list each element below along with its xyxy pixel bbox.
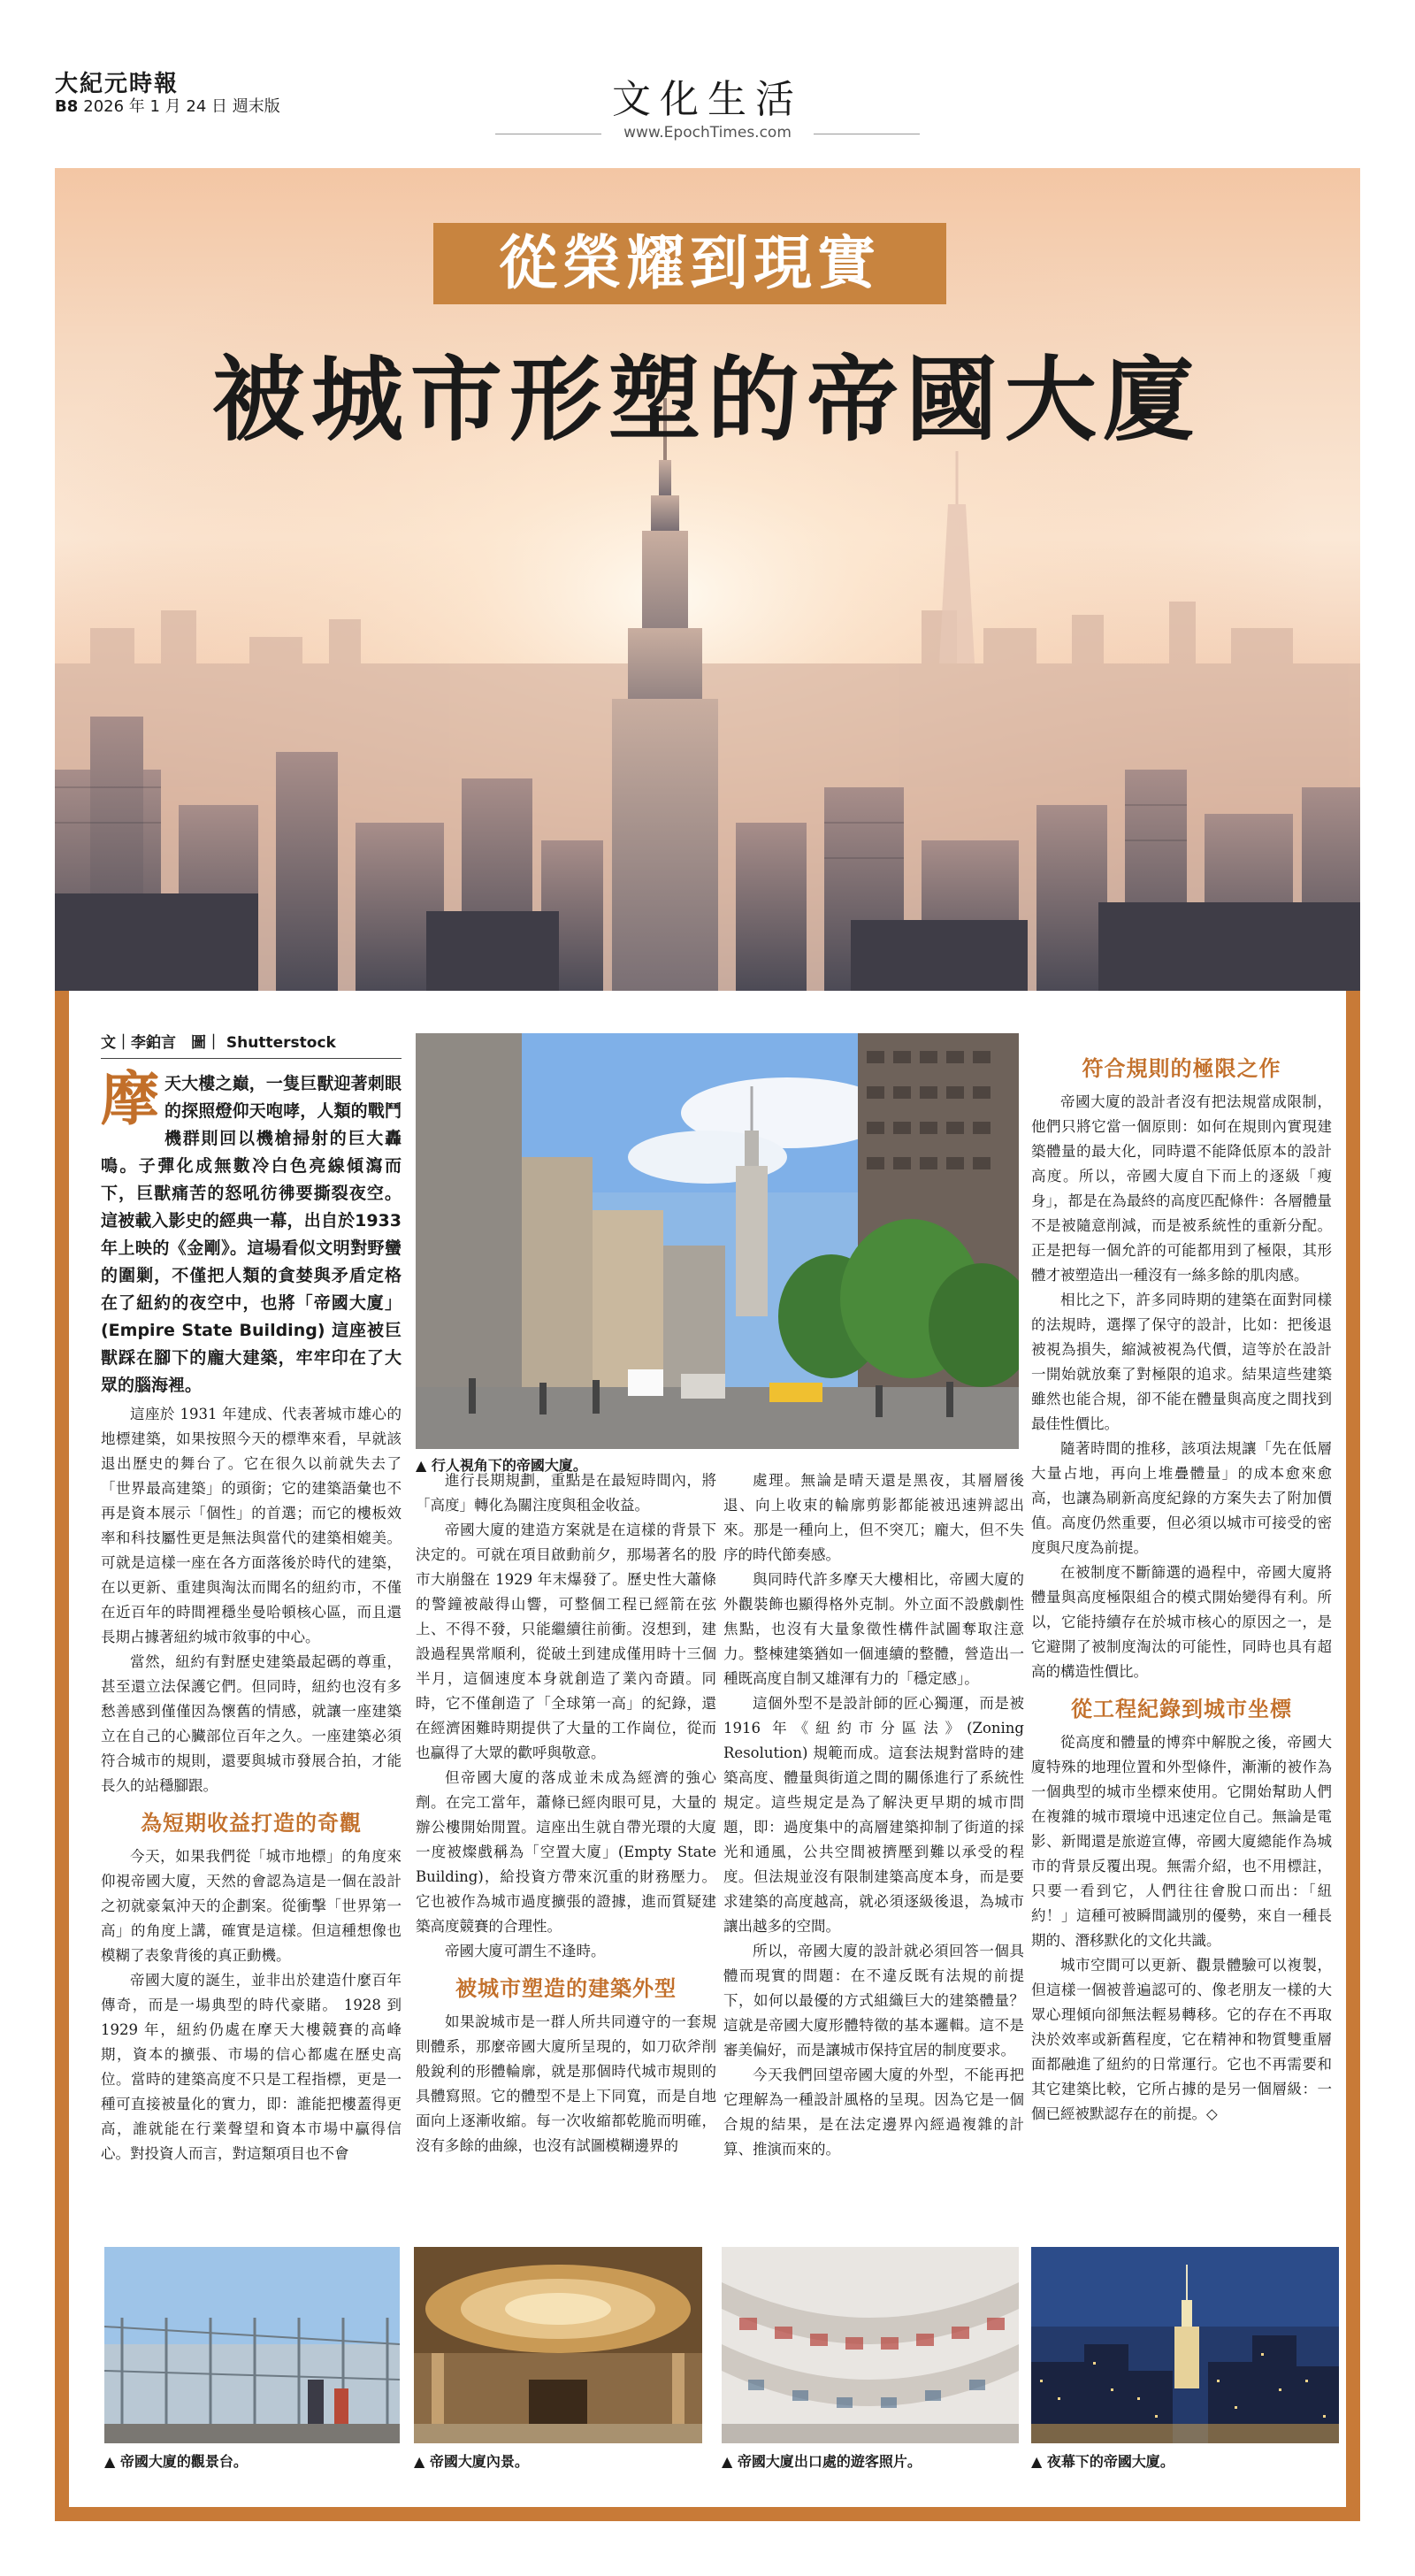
paragraph: 帝國大廈可謂生不逢時。 [445,1943,606,1959]
byline-rule [101,1058,402,1059]
subheading: 從工程紀錄到城市坐標 [1071,1697,1292,1721]
paragraph: 在被制度不斷篩選的過程中，帝國大廈將體量與高度極限組合的模式開始變得有利。所以，它能持續存在於城市核心的原因之一，是它避開了被制度淘汰的可能性，同時也具有超高的構造性價比。 [1031,1564,1332,1680]
subheading: 被城市塑造的建築外型 [455,1976,677,2001]
subheading: 符合規則的極限之作 [1082,1056,1281,1081]
lobby-photo [414,2247,702,2443]
page-number: B8 [55,97,79,116]
paragraph: 帝國大廈的建造方案就是在這樣的背景下決定的。可就在項目啟動前夕，那場著名的股市大崩盤在 1929 年末爆發了。歷史性大蕭條的警鐘被敲得山響，可整個工程已經箭在弦上、不得不發，只能繼續往前衝。沒想到，建設過程異常順利，從破土到建成僅用時十三個半月，這個速度本身就創造了業內奇蹟。同時，它不僅創造了「全球第一高」的紀錄，還在經濟困難時期提供了大量的工作崗位，從而也贏得了大眾的歡呼與敬意。 [416,1522,716,1761]
subheading: 為短期收益打造的奇觀 [141,1811,362,1836]
paragraph: 城市空間可以更新、觀景體驗可以複製，但這樣一個被普遍認可的、像老朋友一樣的大眾心理傾向卻無法輕易轉移。它的存在不再取決於效率或新舊程度，它在精神和物質雙重層面都融進了紐約的日常運行。它也不再需要和其它建築比較，它所占據的是另一個層級：一個已經被默認存在的前提。◇ [1031,1957,1332,2122]
night-view-caption: ▲ 夜幕下的帝國大廈。 [1031,2453,1174,2470]
lobby-caption: ▲ 帝國大廈內景。 [414,2453,529,2470]
paragraph: 今天我們回望帝國大廈的外型，不能再把它理解為一種設計風格的呈現。因為它是一個合規的結果，是在法定邊界內經過複雜的計算、推演而來的。 [723,2066,1024,2158]
lead-paragraph [101,1065,402,1399]
drop-cap: 摩 [101,1065,159,1133]
night-view-photo [1031,2247,1339,2443]
paragraph: 當然，紐約有對歷史建築最起碼的尊重，甚至還立法保護它們。但同時，紐約也沒有多愁善感到僅僅因為懷舊的情感，就讓一座建築立在自己的心臟部位百年之久。一座建築必須符合城市的規則，還要與城市發展合拍，才能長久的站穩腳跟。 [101,1653,402,1794]
kicker-banner: 從榮耀到現實 [433,223,946,304]
byline: 文｜李鉑言 圖｜ Shutterstock [101,1034,336,1052]
paragraph: 這個外型不是設計師的匠心獨運，而是被 1916 年《紐約市分區法》(Zoning Resolution) 規範而成。這套法規對當時的建築高度、體量與街道之間的關係進行了系統性規定。這些規定是為了解決更早期的城市問題，即：過度集中的高層建築抑制了街道的採光和通風，公共空間被擠壓到難以承受的程度。但法規並沒有限制建築高度本身，而是要求建築的高度越高，就必須逐級後退，為城市讓出越多的空間。 [723,1695,1024,1935]
column-3 [723,1468,1024,2162]
paragraph: 處理。無論是晴天還是黑夜，其層層後退、向上收束的輪廓剪影都能被迅速辨認出來。那是一種向上，但不突兀；龐大，但不失序的時代節奏感。 [723,1472,1024,1563]
column-2 [416,1468,716,2158]
observation-deck-caption: ▲ 帝國大廈的觀景台。 [104,2453,248,2470]
paragraph: 今天，如果我們從「城市地標」的角度來仰視帝國大廈，天然的會認為這是一個在設計之初就豪氣沖天的企劃案。從衝擊「世界第一高」的角度上講，確實是這樣。但這種想像也模糊了表象背後的真正動機。 [101,1848,402,1964]
issue-date: 2026 年 1 月 24 日 週末版 [83,97,280,116]
lead-text: 天大樓之巔，一隻巨獸迎著刺眼的探照燈仰天咆哮，人類的戰鬥機群則回以機槍掃射的巨大轟鳴。子彈化成無數冷白色亮線傾瀉而下，巨獸痛苦的怒吼彷彿要撕裂夜空。這被載入影史的經典一幕，出自於1933年上映的《金剛》。這場看似文明對野蠻的圍剿，不僅把人類的貪婪與矛盾定格在了紐約的夜空中，也將「帝國大廈」(Empire State Building) 這座被巨獸踩在腳下的龐大建築，牢牢印在了大眾的腦海裡。 [101,1074,402,1395]
column-4 [1031,1044,1332,2127]
paragraph: 與同時代許多摩天大樓相比，帝國大廈的外觀裝飾也顯得格外克制。外立面不設戲劇性焦點，也沒有大量象徵性構件試圖奪取注意力。整棟建築猶如一個連續的整體，營造出一種既高度自制又雄渾有力的「穩定感」。 [723,1571,1024,1687]
visitor-photo-exhibit [722,2247,1019,2443]
paragraph: 進行長期規劃，重點是在最短時間內，將「高度」轉化為關注度與租金收益。 [416,1472,716,1514]
paragraph: 從高度和體量的博弈中解脫之後，帝國大廈特殊的地理位置和外型條件，漸漸的被作為一個典型的城市坐標來使用。它開始幫助人們在複雜的城市環境中迅速定位自己。無論是電影、新聞還是旅遊宣傳，帝國大廈總能作為城市的背景反覆出現。無需介紹，也不用標註，只要一看到它，人們往往會脫口而出：「紐約！」這種可被瞬間識別的優勢，來自一種長期的、潛移默化的文化共識。 [1031,1734,1332,1949]
street-photo [416,1033,1019,1449]
paragraph: 帝國大廈的誕生，並非出於建造什麼百年傳奇，而是一場典型的時代豪賭。 1928 到 1929 年，紐約仍處在摩天大樓競賽的高峰期，資本的擴張、市場的信心都處在歷史高位。當時的建築高度不只是工程指標，更是一種可直接被量化的實力，即：誰能把樓蓋得更高，誰就能在行業聲望和資本市場中贏得信心。對投資人而言，對這類項目也不會 [101,1972,402,2162]
paragraph: 所以，帝國大廈的設計就必須回答一個具體而現實的問題：在不違反既有法規的前提下，如何以最優的方式組織巨大的建築體量？這就是帝國大廈形體特徵的基本邏輯。這不是審美偏好，而是讓城市保持宜居的制度要求。 [723,1943,1024,2058]
headline: 被城市形塑的帝國大廈 [211,346,1203,454]
column-1 [101,1402,402,2166]
paragraph: 帝國大廈的設計者沒有把法規當成限制，他們只將它當一個原則：如何在規則內實現建築體量的最大化，同時還不能降低原本的設計高度。所以，帝國大廈自下而上的逐級「瘦身」，都是在為最終的高度匹配條件：各層體量不是被隨意削減，而是被系統性的重新分配。正是把每一個允許的可能都用到了極限，其形體才被塑造出一種沒有一絲多餘的肌肉感。 [1031,1093,1332,1284]
section-title: 文化生活 [612,77,803,122]
paragraph: 但帝國大廈的落成並未成為經濟的強心劑。在完工當年，蕭條已經肉眼可見，大量的辦公樓開始閒置。這座出生就自帶光環的大廈一度被燦戲稱為「空置大廈」(Empty State Building)，給投資方帶來沉重的財務壓力。它也被作為城市過度擴張的證據，進而質疑建築高度競賽的合理性。 [416,1769,716,1935]
paragraph: 隨著時間的推移，該項法規讓「先在低層大量占地，再向上堆疊體量」的成本愈來愈高，也讓為刷新高度紀錄的方案失去了附加價值。高度仍然重要，但必須以城市可接受的密度與尺度為前提。 [1031,1440,1332,1556]
newspaper-logo: 大紀元時報 [55,71,180,97]
site-url: www.EpochTimes.com [623,124,792,142]
observation-deck-photo [104,2247,400,2443]
street-photo-caption: ▲ 行人視角下的帝國大廈。 [416,1457,587,1474]
visitor-photo-caption: ▲ 帝國大廈出口處的遊客照片。 [722,2453,922,2470]
paragraph: 如果說城市是一群人所共同遵守的一套規則體系，那麼帝國大廈所呈現的，如刀砍斧削般銳利的形體輪廓，就是那個時代城市規則的具體寫照。它的體型不是上下同寬，而是自地面向上逐漸收縮。每一次收縮都乾脆而明確，沒有多餘的曲線，也沒有試圖模糊邊界的 [416,2013,716,2154]
paragraph: 這座於 1931 年建成、代表著城市雄心的地標建築，如果按照今天的標準來看，早就該退出歷史的舞台了。它在很久以前就失去了「世界最高建築」的頭銜；它的建築語彙也不再是資本展示「個性」的首選；而它的樓板效率和科技屬性更是無法與當代的建築相媲美。可就是這樣一座在各方面落後於時代的建築，在以更新、重建與淘汰而聞名的紐約市，不僅在近百年的時間裡穩坐曼哈頓核心區，而且還長期占據著紐約城市敘事的中心。 [101,1406,402,1645]
paragraph: 相比之下，許多同時期的建築在面對同樣的法規時，選擇了保守的設計，比如：把後退被視為損失，縮減被視為代價，這等於在設計一開始就放棄了對極限的追求。結果這些建築雖然也能合規，卻不能在體量與高度之間找到最佳性價比。 [1031,1292,1332,1432]
